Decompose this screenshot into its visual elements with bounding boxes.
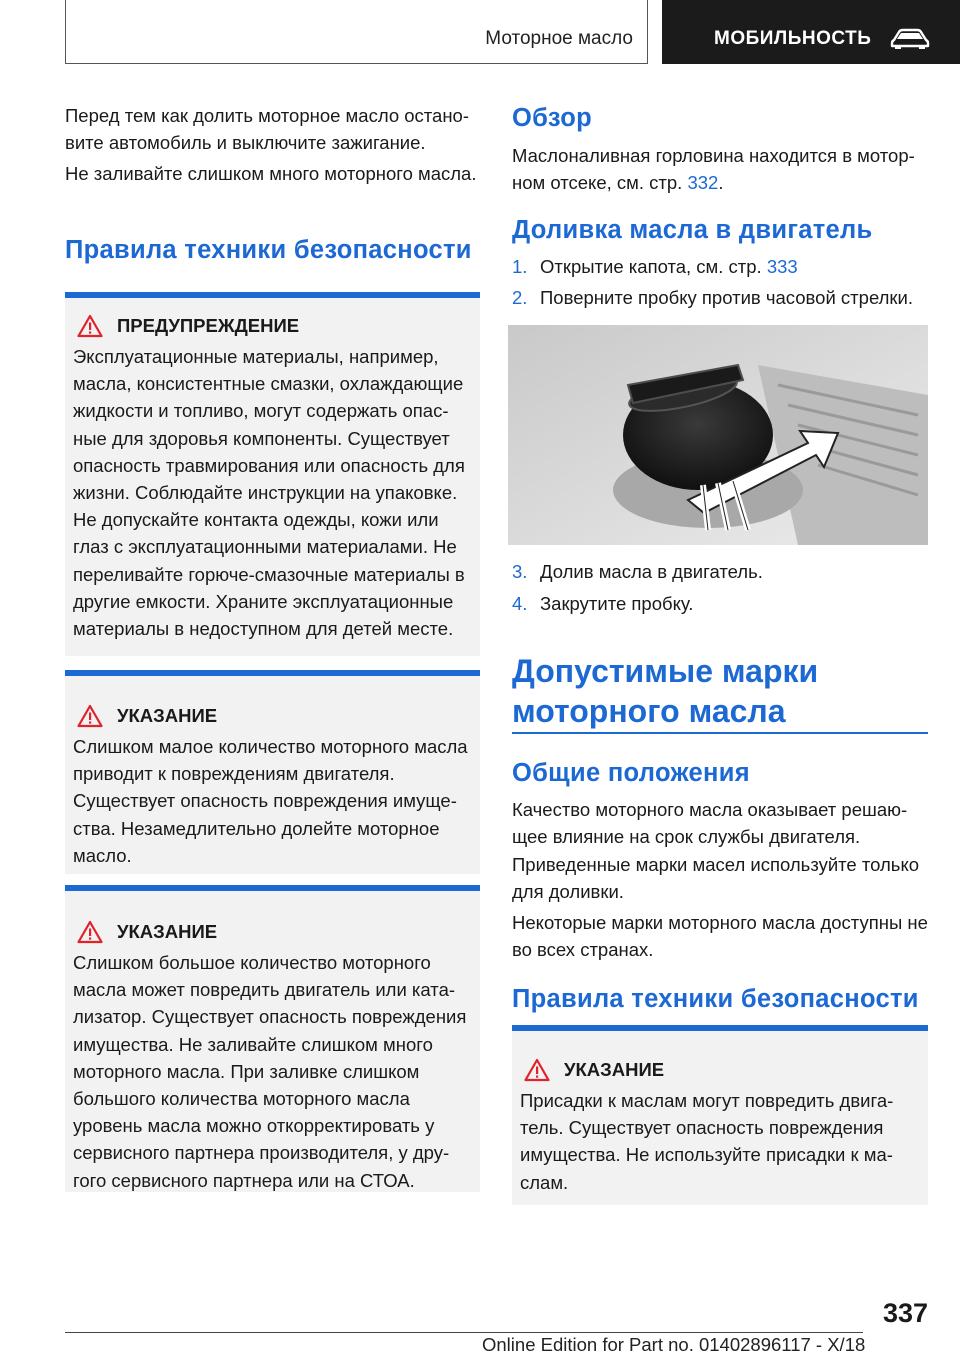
general-paragraph-3: Некоторые марки моторного масла доступны не во всех странах. [512, 912, 928, 960]
general-paragraph-2: Приведенные марки масел используйте только для доливки. [512, 854, 920, 902]
brands-heading: Допустимые марки моторного масла [512, 653, 819, 729]
step-item: 4. Закрутите пробку. [512, 593, 694, 614]
warning-text: Эксплуатационные материалы, например, масла, консистентные смазки, охлаждающие жидкости и топливо, могут содержать опасные для здоровья компоненты. Существует опасность травмирования или опасность для жизни. Соблюдайте инструкции на упаковке. Не допускайте контакта одежды, кожи или глаз с эксплуатационными материалами. Не переливайте горюче-смазочные материалы в другие емкости. Храните эксплуатационные материалы в недоступном для детей месте. [73, 346, 465, 640]
note-box-2 [65, 885, 480, 1192]
warning-triangle-icon [77, 314, 103, 338]
step-item: 3. Долив масла в двигатель. [512, 561, 763, 582]
page-link[interactable]: 333 [766, 256, 798, 277]
safety-heading-right: Правила техники безопасности [512, 985, 919, 1013]
note-title: УКАЗАНИЕ [117, 920, 218, 942]
page-number: 337 [882, 1298, 928, 1328]
header-chapter-tab [662, 0, 960, 64]
note-box-3 [512, 1025, 928, 1205]
general-paragraph-1: Качество моторного масла оказывает решающее влияние на срок службы двигателя. [512, 799, 908, 847]
overview-heading: Обзор [512, 104, 592, 132]
warning-box [65, 292, 480, 656]
step-item: 1. Открытие капота, см. стр. 333 [512, 256, 798, 277]
footer-divider [65, 1332, 863, 1333]
note-title: УКАЗАНИЕ [117, 704, 218, 726]
oil-filler-cap-photo [508, 325, 928, 545]
note-box-1 [65, 670, 480, 874]
intro-paragraph-2: Не заливайте слишком много моторного масла. [65, 163, 477, 184]
safety-heading-left: Правила техники безопасности [65, 236, 472, 264]
note-text: Слишком большое количество моторного масла может повредить двигатель или катализатор. Существует опасность повреждения имущества. Не заливайте слишком много моторного масла. При заливке слишком большого количества моторного масла уровень масла можно откорректировать у сервисного партнера производителя, у другого сервисного партнера или на СТОА. [73, 952, 467, 1191]
warning-triangle-icon [524, 1058, 550, 1082]
general-heading: Общие положения [512, 759, 750, 787]
edition-footer: Online Edition for Part no. 01402896117 - X/18 [482, 1334, 866, 1355]
warning-title: ПРЕДУПРЕЖДЕНИЕ [117, 314, 300, 336]
section-title: Моторное масло [485, 28, 633, 49]
overview-text: Маслоналивная горловина находится в моторном отсеке, см. стр. 332. [512, 145, 915, 193]
car-icon [890, 28, 930, 50]
page-link[interactable]: 332 [687, 172, 719, 193]
intro-paragraph: Перед тем как долить моторное масло остановите автомобиль и выключите зажигание. [65, 105, 470, 153]
header-section-tab [65, 0, 648, 64]
note-title: УКАЗАНИЕ [564, 1058, 665, 1080]
divider [512, 732, 928, 734]
note-text: Присадки к маслам могут повредить двигатель. Существует опасность повреждения имущества. Не используйте присадки к маслам. [520, 1090, 894, 1193]
topup-heading: Доливка масла в двигатель [512, 216, 873, 244]
warning-triangle-icon [77, 920, 103, 944]
note-text: Слишком малое количество моторного масла приводит к повреждениям двигателя. Существует опасность повреждения имущества. Незамедлительно долейте моторное масло. [73, 736, 468, 866]
step-item: 2. Поверните пробку против часовой стрелки. [512, 287, 913, 308]
warning-triangle-icon [77, 704, 103, 728]
chapter-title: МОБИЛЬНОСТЬ [714, 28, 872, 49]
